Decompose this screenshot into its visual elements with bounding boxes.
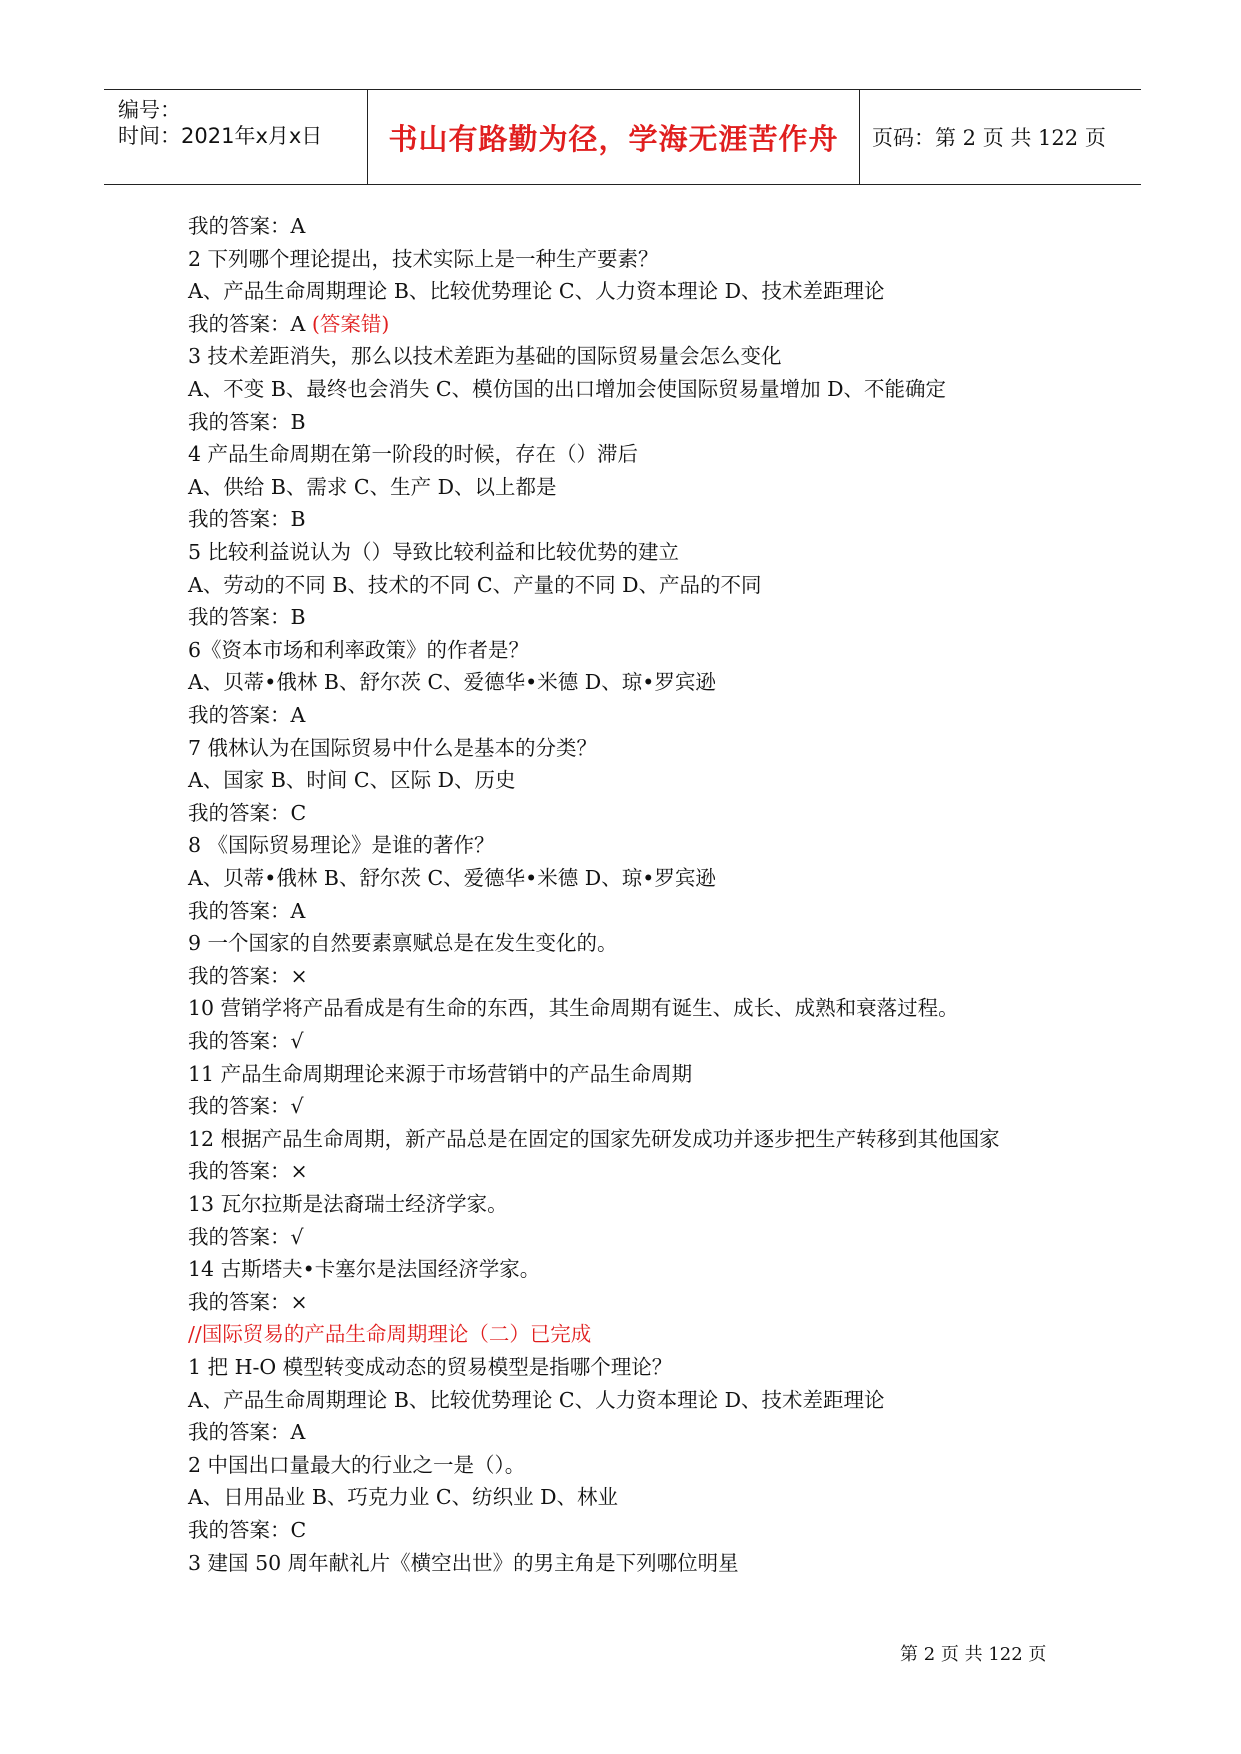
text-line: [188, 1289, 308, 1315]
header-left-cell: [104, 90, 368, 184]
line-text: 10 营销学将产品看成是有生命的东西，其生命周期有诞生、成长、成熟和衰落过程。: [188, 996, 959, 1021]
header-motto-cell: [368, 90, 860, 184]
text-line: [188, 343, 782, 369]
text-line: [188, 669, 716, 695]
text-line: [188, 246, 659, 272]
text-line: [188, 1550, 739, 1576]
text-line: [188, 1517, 306, 1543]
line-text: A、供给 B、需求 C、生产 D、以上都是: [188, 474, 557, 499]
line-text: A、产品生命周期理论 B、比较优势理论 C、人力资本理论 D、技术差距理论: [188, 279, 885, 304]
text-line: [188, 278, 885, 304]
text-line: [188, 1158, 308, 1184]
text-line: [188, 1061, 692, 1087]
text-line: [188, 539, 679, 565]
line-text: 14 古斯塔夫•卡塞尔是法国经济学家。: [188, 1257, 541, 1282]
line-text: 我的答案：×: [188, 1159, 308, 1184]
text-line: [188, 311, 389, 337]
text-line: [188, 409, 306, 435]
text-line: [188, 1028, 304, 1054]
page-footer: 第 2 页 共 122 页: [900, 1644, 1047, 1665]
page-header: [104, 89, 1141, 185]
text-line: [188, 963, 308, 989]
line-text: 12 根据产品生命周期，新产品总是在固定的国家先研发成功并逐步把生产转移到其他国家: [188, 1126, 1000, 1151]
line-text: A、国家 B、时间 C、区际 D、历史: [188, 768, 516, 793]
text-line: [188, 1484, 618, 1510]
text-line: [188, 800, 306, 826]
line-text: 我的答案：B: [188, 507, 306, 532]
text-line: [188, 604, 306, 630]
text-line: [188, 930, 618, 956]
line-text: 4 产品生命周期在第一阶段的时候，存在（）滞后: [188, 442, 639, 467]
line-text: 我的答案：B: [188, 605, 306, 630]
text-line: [188, 702, 305, 728]
number-label: 编号：: [118, 98, 181, 122]
motto: 书山有路勤为径，学海无涯苦作舟: [388, 121, 839, 156]
line-text: A、贝蒂•俄林 B、舒尔茨 C、爱德华•米德 D、琼•罗宾逊: [188, 670, 716, 695]
line-text: 7 俄林认为在国际贸易中什么是基本的分类？: [188, 735, 598, 760]
line-text: 我的答案：A: [188, 311, 306, 336]
line-text: //国际贸易的产品生命周期理论（二）已完成: [188, 1322, 592, 1347]
line-text: 我的答案：A: [188, 214, 306, 238]
text-line: [188, 441, 638, 467]
line-text: 我的答案：×: [188, 963, 308, 988]
line-text: 我的答案：×: [188, 1289, 308, 1314]
text-line: [188, 832, 495, 858]
text-line: [188, 1126, 1000, 1152]
text-line: [188, 1256, 540, 1282]
text-line: [188, 376, 946, 402]
line-text: 1 把 H-O 模型转变成动态的贸易模型是指哪个理论？: [188, 1355, 673, 1379]
line-text: 9 一个国家的自然要素禀赋总是在发生变化的。: [188, 931, 618, 956]
text-line: [188, 767, 516, 793]
line-text: 我的答案：√: [188, 1029, 304, 1053]
text-line: [188, 1387, 885, 1413]
text-line: [188, 1354, 672, 1380]
line-text: 我的答案：A: [188, 1420, 306, 1445]
wrong-answer-note: (答案错): [305, 311, 390, 336]
line-text: A、不变 B、最终也会消失 C、模仿国的出口增加会使国际贸易量增加 D、不能确定: [188, 377, 947, 401]
text-line: [188, 865, 716, 891]
line-text: 我的答案：A: [188, 703, 306, 727]
header-page-cell: [860, 90, 1141, 184]
line-text: A、劳动的不同 B、技术的不同 C、产量的不同 D、产品的不同: [188, 572, 762, 597]
section-heading: [188, 1321, 591, 1347]
line-text: 我的答案：B: [188, 409, 306, 434]
line-text: 13 瓦尔拉斯是法裔瑞士经济学家。: [188, 1192, 508, 1216]
line-text: 我的答案：A: [188, 898, 306, 923]
line-text: 3 技术差距消失，那么以技术差距为基础的国际贸易量会怎么变化: [188, 344, 782, 369]
text-line: [188, 995, 959, 1021]
text-line: [188, 213, 305, 239]
text-line: [188, 898, 305, 924]
line-text: A、产品生命周期理论 B、比较优势理论 C、人力资本理论 D、技术差距理论: [188, 1387, 885, 1412]
text-line: [188, 1191, 508, 1217]
text-line: [188, 506, 306, 532]
page-info: 页码：第 2 页 共 122 页: [872, 126, 1106, 150]
line-text: 2 中国出口量最大的行业之一是（）。: [188, 1452, 526, 1477]
text-line: [188, 1093, 304, 1119]
line-text: 5 比较利益说认为（）导致比较利益和比较优势的建立: [188, 540, 680, 564]
line-text: 我的答案：√: [188, 1224, 304, 1249]
line-text: 我的答案：C: [188, 1518, 307, 1542]
line-text: 我的答案：C: [188, 800, 307, 825]
text-line: [188, 1452, 525, 1478]
line-text: 8 《国际贸易理论》是谁的著作？: [188, 833, 495, 858]
text-line: [188, 1224, 304, 1250]
time-label: 时间：2021年x月x日: [118, 124, 323, 148]
text-line: [188, 1419, 305, 1445]
line-text: 我的答案：√: [188, 1094, 304, 1119]
line-text: A、日用品业 B、巧克力业 C、纺织业 D、林业: [188, 1485, 619, 1510]
line-text: 3 建国 50 周年献礼片《横空出世》的男主角是下列哪位明星: [188, 1550, 739, 1575]
text-line: [188, 572, 762, 598]
text-line: [188, 637, 529, 663]
line-text: A、贝蒂•俄林 B、舒尔茨 C、爱德华•米德 D、琼•罗宾逊: [188, 866, 716, 890]
text-line: [188, 735, 597, 761]
text-line: [188, 474, 557, 500]
line-text: 6《资本市场和利率政策》的作者是？: [188, 637, 530, 662]
line-text: 11 产品生命周期理论来源于市场营销中的产品生命周期: [188, 1061, 693, 1086]
line-text: 2 下列哪个理论提出，技术实际上是一种生产要素？: [188, 246, 659, 271]
